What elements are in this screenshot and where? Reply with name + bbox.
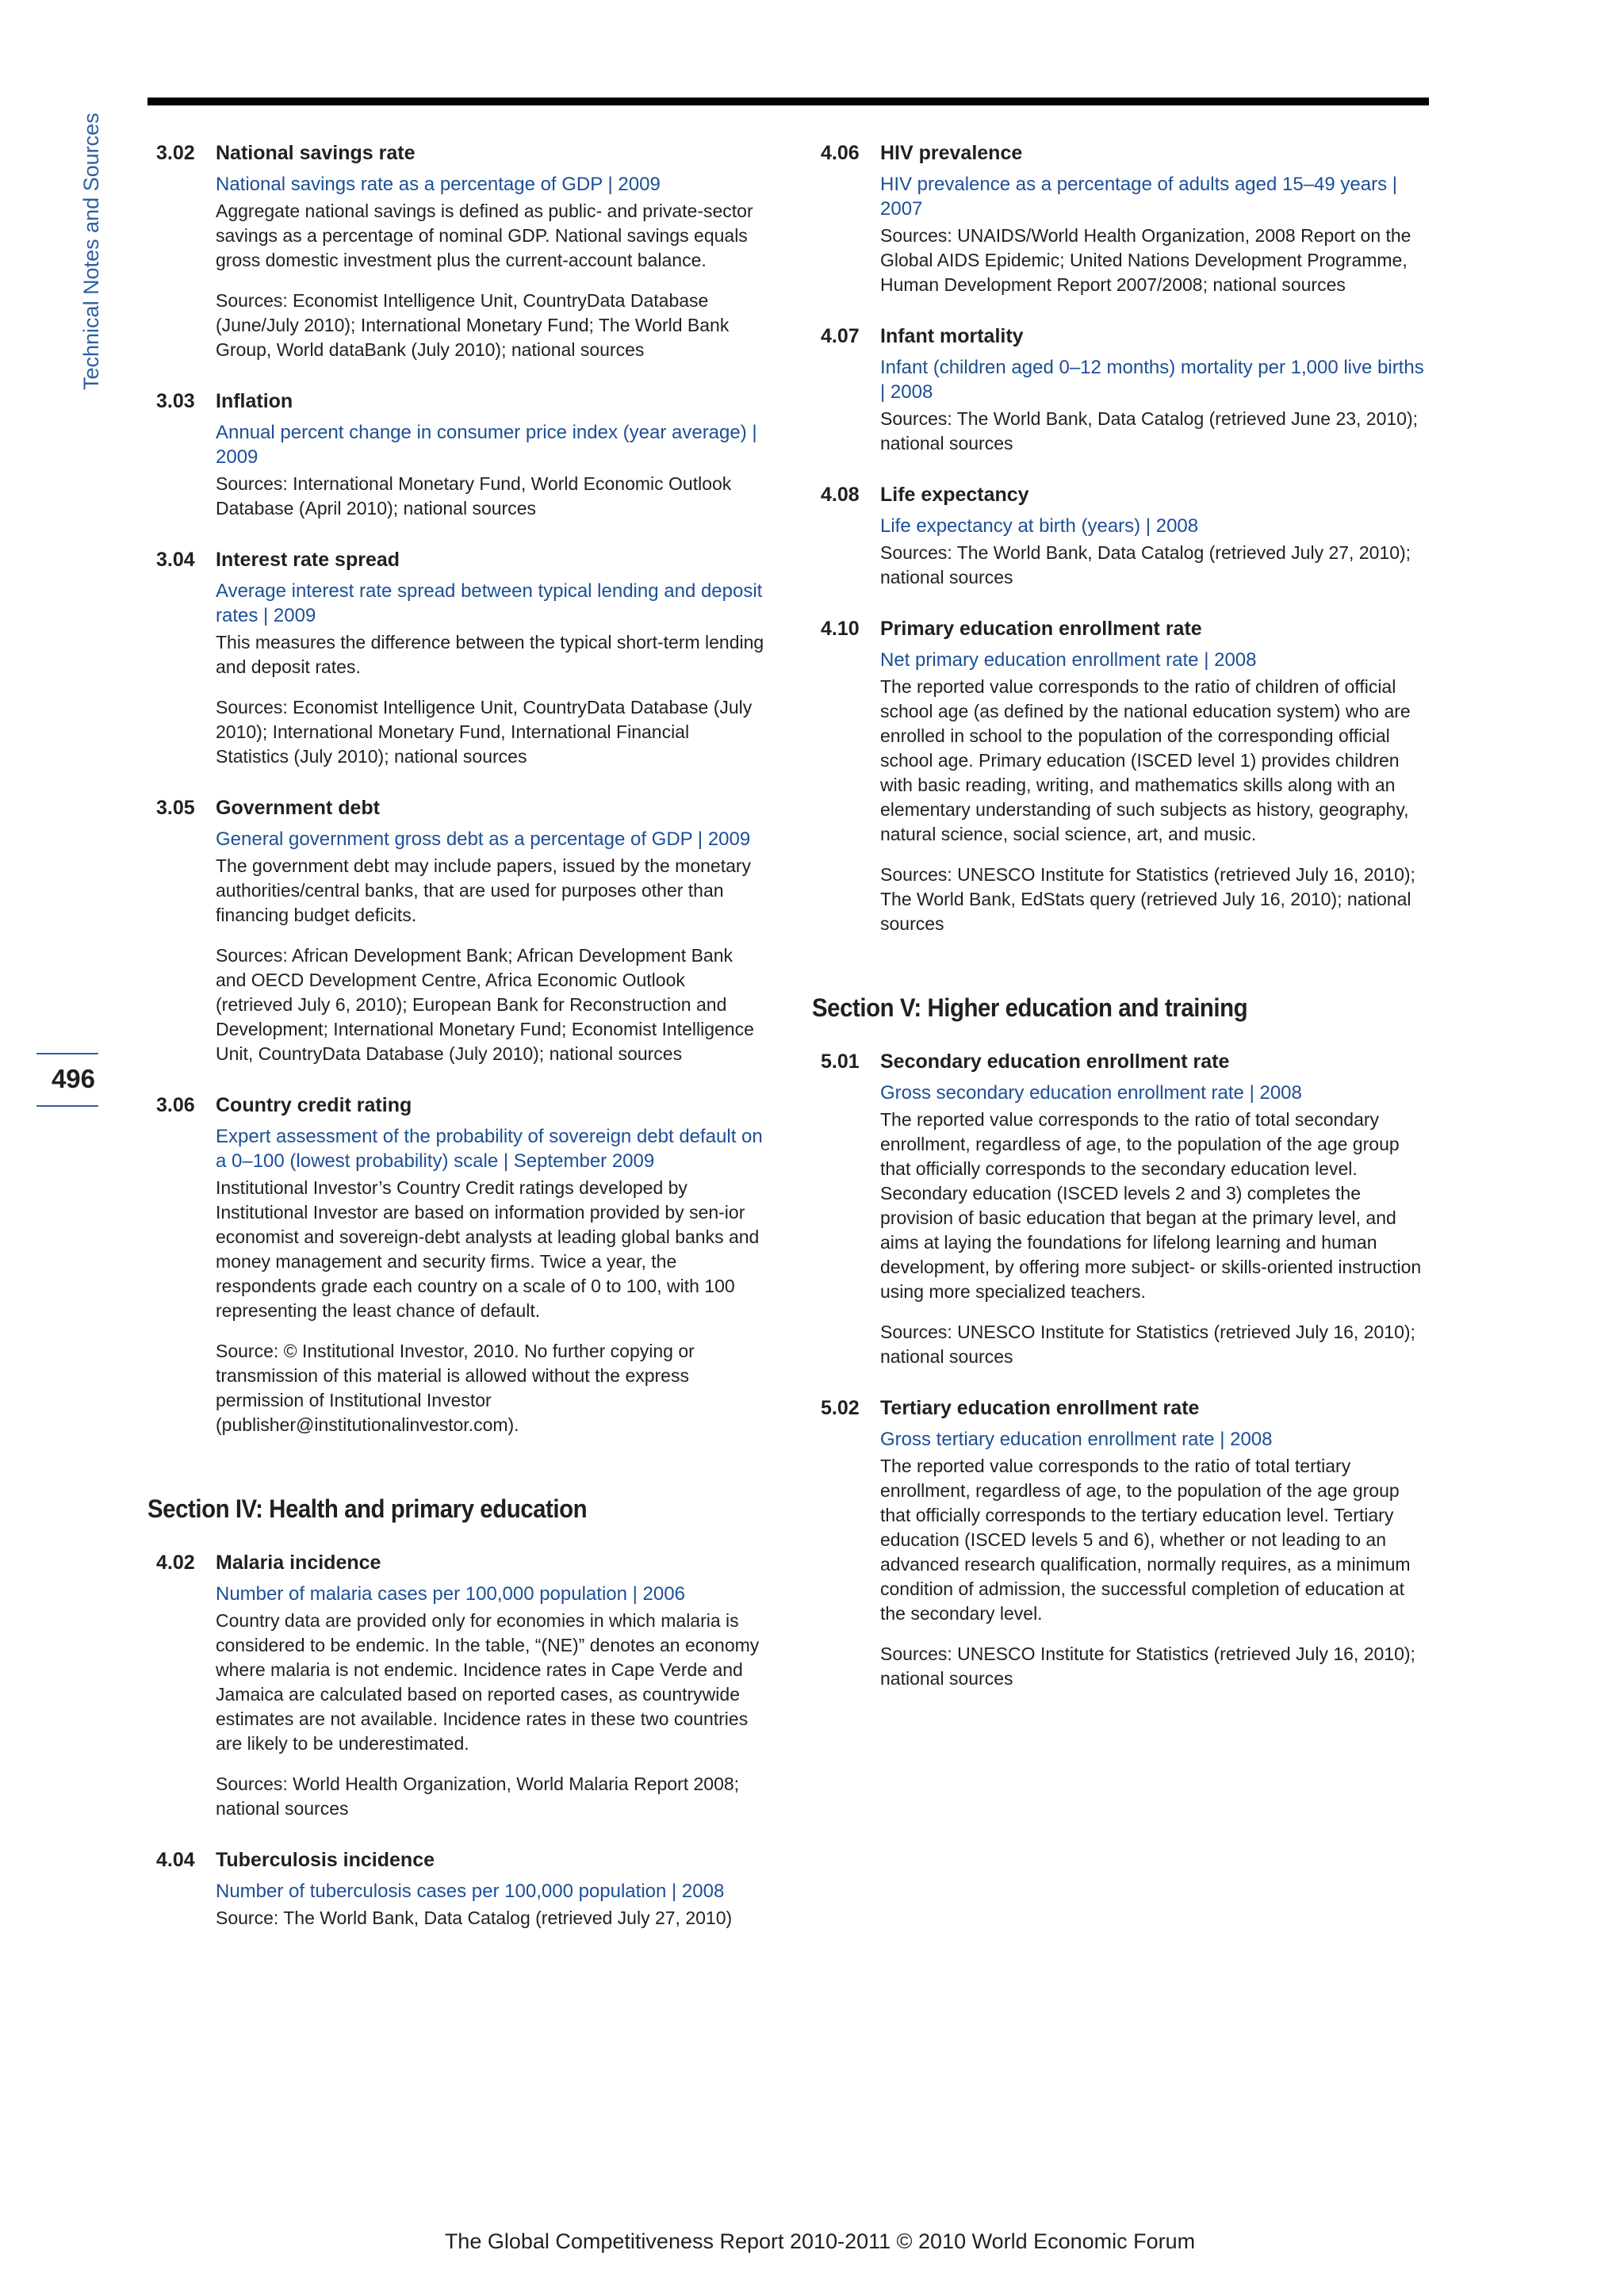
indicator-entry	[812, 141, 1431, 297]
indicator-note: The reported value corresponds to the ratio of total tertiary enrollment, regardless of age, to the population of the age group that officially corresponds to the tertiary education level. Tertiary education (ISCED levels 5 and 6), whether or not leading to an advanced research qualification, normally requires, as a minimum condition of admission, the successful completion of education at the secondary level.	[880, 1456, 1411, 1624]
indicator-number: 4.02	[156, 1552, 195, 1574]
indicator-definition: General government gross debt as a percentage of GDP | 2009	[216, 828, 751, 850]
top-rule	[147, 98, 1429, 105]
indicator-sources: Source: The World Bank, Data Catalog (retrieved July 27, 2010)	[216, 1908, 733, 1928]
indicator-note: Country data are provided only for economies in which malaria is considered to be endemic. In the table, “(NE)” denotes an economy where malaria is not endemic. Incidence rates in Cape Verde and Jamaica are calculated based on reported cases, as countrywide estimates are not available. Incidence rates in these two countries are likely to be underestimated.	[216, 1610, 760, 1754]
indicator-definition: Number of malaria cases per 100,000 population | 2006	[216, 1583, 685, 1605]
indicator-definition: Average interest rate spread between typical lending and deposit rates | 2009	[216, 580, 763, 626]
section-v-entries	[812, 1050, 1431, 1691]
section-v-heading: Section V: Higher education and training	[812, 993, 1248, 1022]
indicator-title: Primary education enrollment rate	[880, 618, 1202, 640]
indicator-note: The reported value corresponds to the ratio of total secondary enrollment, regardless of age, to the population of the age group that officially corresponds to the secondary education level. Secondary education (ISCED levels 2 and 3) completes the provision of basic education that began at the primary level, and aims at laying the foundations for lifelong learning and human development, by offering more subject- or skills-oriented instruction using more specialized teachers.	[880, 1109, 1422, 1302]
indicator-entry	[812, 617, 1431, 936]
indicator-definition: Life expectancy at birth (years) | 2008	[880, 515, 1199, 537]
indicator-entry	[812, 1050, 1431, 1369]
right-entries	[812, 141, 1431, 936]
indicator-number: 4.06	[821, 142, 860, 164]
indicator-number: 3.02	[156, 142, 195, 164]
indicator-definition: Expert assessment of the probability of sovereign debt default on a 0–100 (lowest probability) scale | September 2009	[216, 1126, 763, 1172]
indicator-definition: Annual percent change in consumer price index (year average) | 2009	[216, 422, 757, 468]
indicator-entry	[147, 1551, 766, 1821]
indicator-title: HIV prevalence	[880, 142, 1023, 164]
indicator-title: Tuberculosis incidence	[216, 1849, 435, 1871]
indicator-definition: HIV prevalence as a percentage of adults aged 15–49 years | 2007	[880, 174, 1397, 220]
indicator-sources: Sources: UNESCO Institute for Statistics (retrieved July 16, 2010); national sources	[880, 1644, 1415, 1689]
indicator-title: Inflation	[216, 390, 293, 412]
indicator-definition: National savings rate as a percentage of GDP | 2009	[216, 174, 661, 195]
indicator-sources: Sources: UNESCO Institute for Statistics (retrieved July 16, 2010); The World Bank, EdStats query (retrieved July 16, 2010); national sources	[880, 864, 1415, 934]
indicator-entry	[147, 548, 766, 769]
indicator-number: 3.05	[156, 797, 195, 819]
indicator-note: This measures the difference between the typical short-term lending and deposit rates.	[216, 632, 764, 677]
indicator-sources: Sources: World Health Organization, World Malaria Report 2008; national sources	[216, 1774, 740, 1819]
indicator-sources: Sources: International Monetary Fund, World Economic Outlook Database (April 2010); national sources	[216, 473, 732, 519]
indicator-number: 4.04	[156, 1849, 195, 1871]
page-number-box	[36, 1053, 98, 1107]
indicator-number: 3.06	[156, 1094, 195, 1116]
right-column	[812, 141, 1431, 1718]
indicator-note: The reported value corresponds to the ratio of children of official school age (as defined by the national education system) who are enrolled in school to the population of the corresponding official school age. Primary education (ISCED level 1) provides children with basic reading, writing, and mathematics skills along with an elementary understanding of such subjects as history, geography, natural science, social science, art, and music.	[880, 676, 1411, 844]
indicator-sources: Sources: The World Bank, Data Catalog (retrieved July 27, 2010); national sources	[880, 542, 1411, 587]
indicator-number: 3.03	[156, 390, 195, 412]
indicator-entry	[147, 1848, 766, 1931]
indicator-sources: Sources: African Development Bank; African Development Bank and OECD Development Centre, Africa Economic Outlook (retrieved July 6, 2010); European Bank for Reconstruction and Development; International Monetary Fund; Economist Intelligence Unit, CountryData Database (July 2010); national sources	[216, 945, 754, 1064]
indicator-title: Government debt	[216, 797, 380, 819]
indicator-definition: Gross tertiary education enrollment rate | 2008	[880, 1429, 1273, 1450]
indicator-entry	[147, 796, 766, 1066]
section-iv-heading: Section IV: Health and primary education	[147, 1494, 588, 1523]
indicator-sources: Source: © Institutional Investor, 2010. No further copying or transmission of this material is allowed without the express permission of Institutional Investor (publisher@institutionalinvestor.com).	[216, 1341, 695, 1435]
indicator-note: The government debt may include papers, issued by the monetary authorities/central banks, that are used for purposes other than financing budget deficits.	[216, 855, 752, 925]
indicator-entry	[147, 389, 766, 521]
indicator-title: Interest rate spread	[216, 549, 400, 571]
indicator-sources: Sources: UNAIDS/World Health Organization, 2008 Report on the Global AIDS Epidemic; United Nations Development Programme, Human Development Report 2007/2008; national sources	[880, 225, 1411, 295]
indicator-note: Institutional Investor’s Country Credit ratings developed by Institutional Investor are based on information provided by sen-ior economist and sovereign-debt analysts at leading global banks and money management and security firms. Twice a year, the respondents grade each country on a scale of 0 to 100, with 100 representing the least chance of default.	[216, 1177, 760, 1321]
indicator-number: 5.02	[821, 1397, 860, 1419]
indicator-definition: Number of tuberculosis cases per 100,000 population | 2008	[216, 1881, 725, 1902]
indicator-number: 5.01	[821, 1050, 860, 1073]
running-section-label: Technical Notes and Sources	[79, 113, 103, 390]
section-iv-entries	[147, 1551, 766, 1931]
indicator-number: 4.10	[821, 618, 860, 640]
indicator-entry	[147, 141, 766, 362]
indicator-sources: Sources: The World Bank, Data Catalog (retrieved June 23, 2010); national sources	[880, 408, 1419, 453]
indicator-title: Infant mortality	[880, 325, 1024, 347]
indicator-sources: Sources: Economist Intelligence Unit, CountryData Database (July 2010); International Monetary Fund, International Financial Statistics (July 2010); national sources	[216, 697, 753, 767]
indicator-title: Secondary education enrollment rate	[880, 1050, 1230, 1073]
indicator-number: 4.07	[821, 325, 860, 347]
indicator-definition: Gross secondary education enrollment rate | 2008	[880, 1082, 1302, 1104]
indicator-sources: Sources: UNESCO Institute for Statistics (retrieved July 16, 2010); national sources	[880, 1322, 1415, 1367]
left-column	[147, 141, 766, 1957]
indicator-note: Aggregate national savings is defined as public- and private-sector savings as a percentage of nominal GDP. National savings equals gross domestic investment plus the current-account balance.	[216, 201, 753, 270]
indicator-entry	[812, 483, 1431, 590]
indicator-title: National savings rate	[216, 142, 416, 164]
indicator-definition: Net primary education enrollment rate | 2008	[880, 649, 1257, 671]
indicator-title: Life expectancy	[880, 484, 1029, 506]
indicator-number: 3.04	[156, 549, 195, 571]
indicator-title: Country credit rating	[216, 1094, 412, 1116]
indicator-entry	[812, 1396, 1431, 1691]
indicator-number: 4.08	[821, 484, 860, 506]
indicator-title: Malaria incidence	[216, 1552, 381, 1574]
indicator-entry	[147, 1093, 766, 1437]
page-number: 496	[51, 1064, 95, 1093]
indicator-title: Tertiary education enrollment rate	[880, 1397, 1200, 1419]
page-footer: The Global Competitiveness Report 2010-2011 © 2010 World Economic Forum	[444, 2229, 1196, 2253]
indicator-sources: Sources: Economist Intelligence Unit, CountryData Database (June/July 2010); International Monetary Fund; The World Bank Group, World dataBank (July 2010); national sources	[216, 290, 730, 360]
indicator-entry	[812, 324, 1431, 456]
left-entries	[147, 141, 766, 1437]
indicator-definition: Infant (children aged 0–12 months) mortality per 1,000 live births | 2008	[880, 357, 1424, 403]
